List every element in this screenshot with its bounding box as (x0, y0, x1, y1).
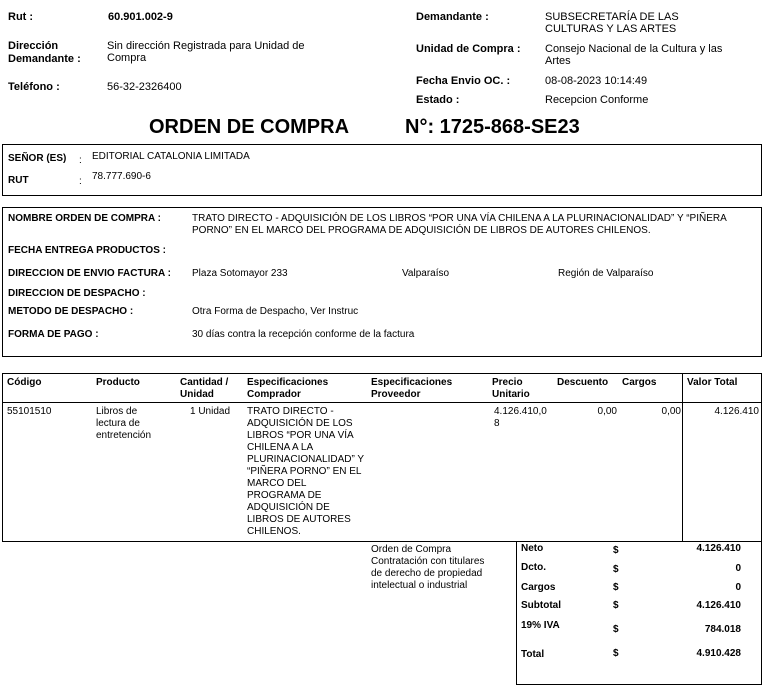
senor-colon: : (79, 155, 82, 166)
total-label-cargos: Cargos (521, 582, 556, 593)
senor-value: EDITORIAL CATALONIA LIMITADA (92, 151, 250, 162)
rut-colon: : (79, 176, 82, 187)
unidad-compra-label: Unidad de Compra : (416, 43, 521, 55)
col-header-esp-proveedor: Especificaciones Proveedor (371, 377, 453, 400)
senor-label: SEÑOR (ES) (8, 153, 67, 164)
rut-value: 60.901.002-9 (108, 11, 173, 23)
proveedor-rut-label: RUT (8, 175, 29, 186)
col-header-cantidad: Cantidad / Unidad (180, 377, 229, 400)
total-currency-dcto: $ (613, 564, 619, 575)
forma-pago-label: FORMA DE PAGO : (8, 329, 99, 340)
metodo-despacho-value: Otra Forma de Despacho, Ver Instruc (192, 306, 359, 317)
dir-despacho-label: DIRECCION DE DESPACHO : (8, 288, 146, 299)
row-valor-total: 4.126.410 (714, 406, 759, 417)
row-esp-comprador: TRATO DIRECTO - ADQUISICIÓN DE LOS LIBROS “POR UNA VÍA CHILENA A LA PLURINACIONALIDAD” Y “PIÑERA PORNO” EN EL MARCO DEL PROGRAMA DE ADQUISICIÓN DE LIBROS DE AUTORES CHILENOS. (247, 406, 364, 537)
direccion-value: Sin dirección Registrada para Unidad de Compra (107, 40, 305, 64)
total-label-subtotal: Subtotal (521, 600, 561, 611)
table-total-divider (682, 373, 683, 542)
dir-factura-calle: Plaza Sotomayor 233 (192, 268, 288, 279)
col-header-esp-comprador: Especificaciones Comprador (247, 377, 329, 400)
demandante-value: SUBSECRETARÍA DE LAS CULTURAS Y LAS ARTES (545, 11, 679, 35)
col-header-cargos: Cargos (622, 377, 657, 388)
telefono-value: 56-32-2326400 (107, 81, 182, 93)
dir-factura-ciudad: Valparaíso (402, 268, 450, 279)
direccion-label-2: Demandante : (8, 53, 81, 65)
row-descuento: 0,00 (597, 406, 617, 417)
dir-factura-region: Región de Valparaíso (558, 268, 654, 279)
forma-pago-value: 30 días contra la recepción conforme de la factura (192, 329, 415, 340)
col-header-codigo: Código (7, 377, 42, 388)
row-cargos: 0,00 (661, 406, 681, 417)
row-precio: 4.126.410,0 8 (494, 406, 547, 429)
total-label-dcto: Dcto. (521, 562, 546, 573)
unidad-compra-value: Consejo Nacional de la Cultura y las Artes (545, 43, 723, 67)
total-label-neto: Neto (521, 543, 544, 554)
total-currency-iva: $ (613, 624, 619, 635)
metodo-despacho-label: METODO DE DESPACHO : (8, 306, 134, 317)
total-currency-subtotal: $ (613, 600, 619, 611)
col-header-precio: Precio Unitario (492, 377, 530, 400)
col-header-producto: Producto (96, 377, 140, 388)
rut-label: Rut : (8, 11, 34, 23)
direccion-label: Dirección (8, 40, 59, 52)
col-header-descuento: Descuento (557, 377, 609, 388)
demandante-label: Demandante : (416, 11, 489, 23)
fecha-envio-value: 08-08-2023 10:14:49 (545, 75, 648, 87)
row-producto: Libros de lectura de entretención (96, 406, 152, 441)
row-codigo: 55101510 (7, 406, 52, 417)
nombre-oc-label: NOMBRE ORDEN DE COMPRA : (8, 213, 161, 224)
total-label-iva: 19% IVA (521, 620, 560, 631)
table-header-divider (2, 402, 762, 403)
total-value-iva: 784.018 (704, 624, 741, 635)
dir-factura-label: DIRECCION DE ENVIO FACTURA : (8, 268, 171, 279)
fecha-envio-label: Fecha Envio OC. : (416, 75, 511, 87)
col-header-valor-total: Valor Total (687, 377, 738, 388)
total-value-subtotal: 4.126.410 (696, 600, 741, 611)
total-value-total: 4.910.428 (696, 648, 741, 659)
page-title: ORDEN DE COMPRA (149, 116, 350, 138)
proveedor-rut-value: 78.777.690-6 (92, 171, 151, 182)
row-cantidad: 1 Unidad (190, 406, 231, 417)
total-currency-neto: $ (613, 545, 619, 556)
total-value-dcto: 0 (735, 563, 741, 574)
fecha-entrega-label: FECHA ENTREGA PRODUCTOS : (8, 245, 166, 256)
nombre-oc-value: TRATO DIRECTO - ADQUISICIÓN DE LOS LIBROS “POR UNA VÍA CHILENA A LA PLURINACIONALIDAD” Y “PIÑERA PORNO” EN EL MARCO DEL PROGRAMA DE ADQUISICIÓN DE LIBROS DE AUTORES CHILENOS. (192, 213, 727, 236)
total-label-total: Total (521, 649, 545, 660)
total-currency-total: $ (613, 648, 619, 659)
total-value-neto: 4.126.410 (696, 543, 741, 554)
nota-contratacion: Orden de Compra Contratación con titulares de derecho de propiedad intelectual o industrial (371, 544, 485, 591)
telefono-label: Teléfono : (8, 81, 60, 93)
order-number: N°: 1725-868-SE23 (405, 116, 580, 138)
estado-value: Recepcion Conforme (545, 94, 649, 106)
total-value-cargos: 0 (735, 582, 741, 593)
estado-label: Estado : (416, 94, 460, 106)
total-currency-cargos: $ (613, 582, 619, 593)
